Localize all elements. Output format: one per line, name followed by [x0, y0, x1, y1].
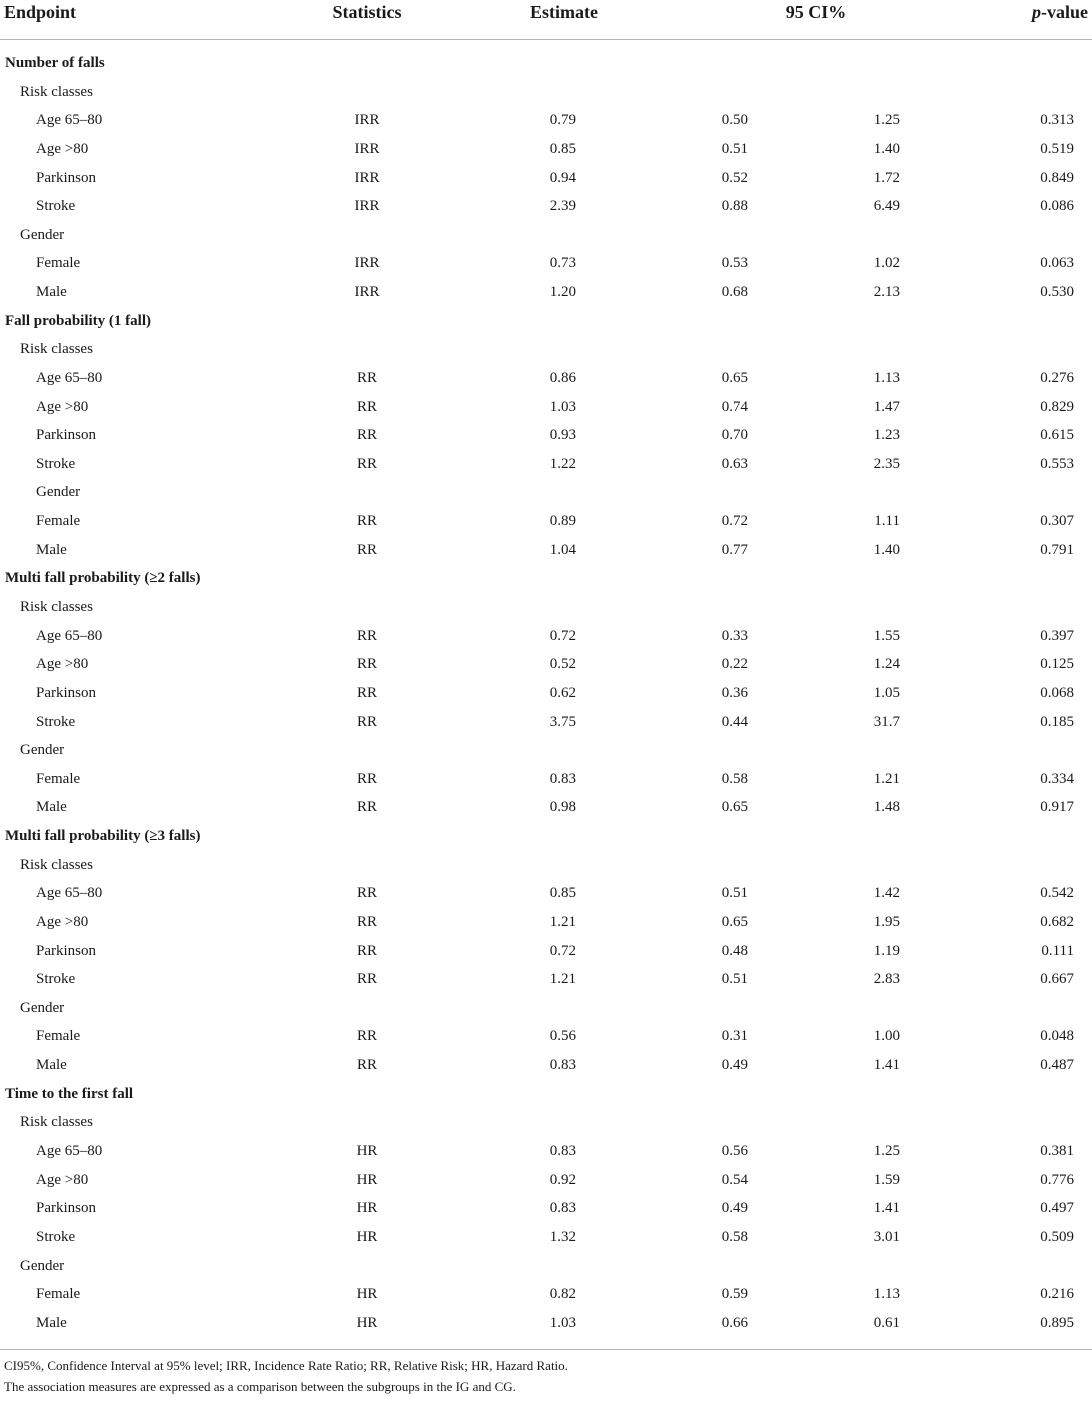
- cell-estimate: 0.83: [549, 1200, 576, 1217]
- cell-ci-lower: 0.65: [721, 913, 748, 930]
- cell-ci-upper: 1.48: [873, 799, 900, 816]
- cell-ci-upper: 0.61: [873, 1314, 900, 1331]
- cell-ci-upper: 2.13: [873, 284, 900, 300]
- cell-estimate: 0.94: [549, 169, 576, 186]
- cell-ci-lower: 0.49: [721, 1057, 748, 1073]
- cell-ci-upper: 1.13: [873, 1286, 900, 1303]
- row-label: Stroke: [36, 713, 76, 730]
- cell-statistics: RR: [356, 913, 378, 930]
- cell-ci-lower: 0.22: [721, 656, 748, 673]
- table-row: [0, 364, 1092, 392]
- cell-ci-lower: 0.54: [721, 1171, 748, 1188]
- cell-ci-lower: 0.33: [721, 627, 748, 644]
- cell-estimate: 1.03: [549, 1314, 576, 1331]
- cell-ci-lower: 0.65: [721, 369, 748, 386]
- cell-ci-lower: 0.51: [721, 140, 748, 157]
- cell-estimate: 0.82: [549, 1286, 576, 1303]
- cell-estimate: 1.21: [549, 913, 576, 930]
- cell-estimate: 0.79: [549, 112, 576, 129]
- cell-ci-lower: 0.48: [721, 942, 748, 959]
- table-row: [0, 421, 1092, 449]
- cell-ci-lower: 0.53: [721, 255, 748, 272]
- row-label: Female: [36, 770, 81, 787]
- cell-pvalue: 0.216: [1040, 1286, 1074, 1303]
- footnote-comparison: The association measures are expressed as a comparison between the subgroups in the IG and CG.: [4, 1379, 516, 1394]
- section-row: [0, 307, 1092, 335]
- cell-statistics: RR: [356, 942, 378, 959]
- cell-pvalue: 0.086: [1040, 198, 1074, 215]
- row-label: Stroke: [36, 1228, 76, 1245]
- cell-ci-lower: 0.52: [721, 169, 748, 186]
- cell-pvalue: 0.791: [1040, 541, 1074, 558]
- cell-statistics: RR: [356, 1028, 378, 1045]
- cell-ci-upper: 1.13: [873, 369, 900, 386]
- row-label: Male: [36, 541, 67, 558]
- cell-statistics: IRR: [354, 284, 380, 300]
- table-row: [0, 192, 1092, 220]
- cell-estimate: 0.52: [549, 656, 576, 673]
- cell-pvalue: 0.125: [1040, 656, 1074, 673]
- cell-pvalue: 0.307: [1040, 513, 1074, 530]
- cell-pvalue: 0.829: [1040, 398, 1074, 415]
- table-row: [0, 908, 1092, 936]
- cell-estimate: 0.83: [549, 770, 576, 787]
- cell-ci-upper: 1.95: [873, 913, 900, 930]
- row-label: Gender: [20, 999, 65, 1016]
- table-row: [0, 1166, 1092, 1194]
- table-row: [0, 164, 1092, 192]
- table-row: [0, 507, 1092, 535]
- table-row: [0, 765, 1092, 793]
- cell-ci-lower: 0.58: [721, 1228, 748, 1245]
- row-label: Male: [36, 284, 67, 300]
- header-pvalue-rest: -value: [1041, 2, 1088, 22]
- row-label: Risk classes: [20, 83, 93, 100]
- row-label: Male: [36, 1057, 67, 1073]
- table-row: [0, 106, 1092, 134]
- cell-estimate: 0.98: [549, 799, 576, 816]
- cell-pvalue: 0.068: [1040, 684, 1074, 701]
- cell-statistics: HR: [356, 1286, 378, 1303]
- cell-ci-upper: 2.35: [873, 455, 900, 472]
- cell-statistics: HR: [356, 1228, 378, 1245]
- row-label: Number of falls: [5, 55, 105, 71]
- row-label: Gender: [20, 742, 65, 759]
- section-row: [0, 49, 1092, 77]
- cell-ci-upper: 1.47: [873, 398, 900, 415]
- cell-estimate: 0.93: [549, 427, 576, 444]
- subgroup-row: [0, 221, 1092, 249]
- cell-ci-upper: 1.19: [873, 942, 900, 959]
- cell-statistics: IRR: [354, 198, 380, 215]
- cell-pvalue: 0.063: [1040, 255, 1074, 272]
- table-row: [0, 135, 1092, 163]
- cell-ci-lower: 0.49: [721, 1200, 748, 1217]
- cell-pvalue: 0.519: [1040, 140, 1074, 157]
- table-row: [0, 679, 1092, 707]
- table-row: [0, 393, 1092, 421]
- cell-pvalue: 0.276: [1040, 369, 1074, 386]
- cell-ci-upper: 31.7: [873, 713, 900, 730]
- cell-estimate: 1.20: [549, 284, 576, 300]
- cell-estimate: 0.85: [549, 140, 576, 157]
- cell-ci-upper: 1.40: [873, 541, 900, 558]
- row-label: Age >80: [36, 140, 89, 157]
- row-label: Parkinson: [36, 684, 96, 701]
- row-label: Stroke: [36, 198, 76, 215]
- header-rule: [0, 39, 1092, 40]
- cell-ci-upper: 1.05: [873, 684, 900, 701]
- header-estimate: Estimate: [530, 2, 598, 22]
- cell-estimate: 2.39: [549, 198, 576, 215]
- cell-ci-lower: 0.88: [721, 198, 748, 215]
- table-row: [0, 1280, 1092, 1308]
- subgroup-row: [0, 736, 1092, 764]
- row-label: Parkinson: [36, 942, 96, 959]
- cell-statistics: HR: [356, 1142, 378, 1159]
- cell-statistics: HR: [356, 1314, 378, 1331]
- cell-ci-lower: 0.56: [721, 1142, 748, 1159]
- cell-ci-upper: 1.59: [873, 1171, 900, 1188]
- cell-ci-upper: 3.01: [873, 1228, 900, 1245]
- section-row: [0, 564, 1092, 592]
- cell-estimate: 0.86: [549, 369, 576, 386]
- cell-ci-lower: 0.66: [721, 1314, 748, 1331]
- cell-pvalue: 0.615: [1040, 427, 1074, 444]
- row-label: Parkinson: [36, 427, 96, 444]
- header-ci: 95 CI%: [785, 2, 847, 22]
- cell-pvalue: 0.776: [1040, 1171, 1074, 1188]
- table-row: [0, 1051, 1092, 1079]
- cell-pvalue: 0.553: [1040, 455, 1074, 472]
- cell-ci-upper: 1.24: [873, 656, 900, 673]
- table-row: [0, 1309, 1092, 1337]
- table-row: [0, 708, 1092, 736]
- table-row: [0, 450, 1092, 478]
- cell-statistics: RR: [356, 684, 378, 701]
- cell-statistics: RR: [356, 513, 378, 530]
- footnote-abbreviations: CI95%, Confidence Interval at 95% level; IRR, Incidence Rate Ratio; RR, Relative Risk; HR, Hazard Ratio.: [4, 1358, 568, 1373]
- cell-estimate: 1.22: [549, 455, 576, 472]
- row-label: Gender: [20, 226, 65, 243]
- subgroup-row: [0, 78, 1092, 106]
- cell-ci-lower: 0.63: [721, 455, 748, 472]
- cell-statistics: RR: [356, 398, 378, 415]
- cell-pvalue: 0.048: [1040, 1028, 1074, 1045]
- table-row: [0, 478, 1092, 506]
- header-statistics: Statistics: [332, 2, 402, 22]
- cell-pvalue: 0.542: [1040, 885, 1074, 902]
- cell-statistics: RR: [356, 713, 378, 730]
- table-row: [0, 278, 1092, 306]
- cell-ci-upper: 2.83: [873, 971, 900, 988]
- cell-statistics: HR: [356, 1171, 378, 1188]
- cell-ci-upper: 1.25: [873, 112, 900, 129]
- row-label: Age 65–80: [36, 369, 103, 386]
- cell-pvalue: 0.487: [1040, 1057, 1074, 1073]
- subgroup-row: [0, 1252, 1092, 1280]
- row-label: Fall probability (1 fall): [5, 312, 151, 329]
- cell-ci-lower: 0.58: [721, 770, 748, 787]
- row-label: Stroke: [36, 455, 76, 472]
- row-label: Female: [36, 513, 81, 530]
- row-label: Age >80: [36, 913, 89, 930]
- row-label: Multi fall probability (≥3 falls): [5, 828, 201, 844]
- cell-statistics: RR: [356, 369, 378, 386]
- cell-statistics: IRR: [354, 169, 380, 186]
- cell-statistics: HR: [356, 1200, 378, 1217]
- table-row: [0, 937, 1092, 965]
- row-label: Risk classes: [20, 856, 93, 873]
- table-row: [0, 879, 1092, 907]
- cell-estimate: 0.62: [549, 684, 576, 701]
- cell-estimate: 0.83: [549, 1057, 576, 1073]
- cell-ci-lower: 0.44: [721, 713, 748, 730]
- row-label: Female: [36, 255, 81, 272]
- table-row: [0, 249, 1092, 277]
- bottom-rule: [0, 1349, 1092, 1350]
- row-label: Age 65–80: [36, 1142, 103, 1159]
- cell-statistics: RR: [356, 1057, 378, 1073]
- cell-statistics: IRR: [354, 140, 380, 157]
- row-label: Gender: [20, 1257, 65, 1274]
- cell-statistics: RR: [356, 799, 378, 816]
- cell-ci-upper: 1.11: [874, 513, 900, 530]
- row-label: Multi fall probability (≥2 falls): [5, 570, 201, 587]
- cell-pvalue: 0.111: [1041, 942, 1074, 959]
- cell-statistics: RR: [356, 455, 378, 472]
- cell-pvalue: 0.381: [1040, 1142, 1074, 1159]
- table-row: [0, 650, 1092, 678]
- row-label: Time to the first fall: [5, 1085, 134, 1102]
- cell-ci-lower: 0.77: [721, 541, 748, 558]
- cell-pvalue: 0.667: [1040, 971, 1074, 988]
- cell-ci-upper: 1.72: [873, 169, 900, 186]
- cell-pvalue: 0.313: [1040, 112, 1074, 129]
- cell-ci-upper: 1.41: [873, 1057, 900, 1073]
- cell-pvalue: 0.497: [1040, 1200, 1074, 1217]
- subgroup-row: [0, 1108, 1092, 1136]
- row-label: Age 65–80: [36, 627, 103, 644]
- cell-ci-lower: 0.51: [721, 885, 748, 902]
- cell-statistics: RR: [356, 770, 378, 787]
- table-row: [0, 1022, 1092, 1050]
- table-row: [0, 965, 1092, 993]
- cell-statistics: RR: [356, 627, 378, 644]
- cell-estimate: 0.85: [549, 885, 576, 902]
- cell-ci-upper: 1.41: [873, 1200, 900, 1217]
- table-row: [0, 1223, 1092, 1251]
- cell-statistics: RR: [356, 885, 378, 902]
- cell-pvalue: 0.917: [1040, 799, 1074, 816]
- cell-ci-lower: 0.65: [721, 799, 748, 816]
- cell-ci-lower: 0.51: [721, 971, 748, 988]
- cell-estimate: 0.92: [549, 1171, 576, 1188]
- cell-estimate: 0.83: [549, 1142, 576, 1159]
- cell-statistics: RR: [356, 427, 378, 444]
- header-pvalue: [1032, 0, 1088, 24]
- cell-statistics: IRR: [354, 255, 380, 272]
- section-row: [0, 822, 1092, 850]
- subgroup-row: [0, 851, 1092, 879]
- row-label: Stroke: [36, 971, 76, 988]
- cell-statistics: RR: [356, 541, 378, 558]
- row-label: Age >80: [36, 398, 89, 415]
- row-label: Risk classes: [20, 599, 93, 615]
- row-label: Risk classes: [20, 1114, 93, 1131]
- cell-estimate: 1.21: [549, 971, 576, 988]
- cell-ci-lower: 0.36: [721, 684, 748, 701]
- cell-ci-upper: 1.23: [873, 427, 900, 444]
- cell-statistics: RR: [356, 971, 378, 988]
- section-row: [0, 1080, 1092, 1108]
- cell-pvalue: 0.682: [1040, 913, 1074, 930]
- cell-estimate: 0.72: [549, 942, 576, 959]
- cell-ci-upper: 1.21: [873, 770, 900, 787]
- cell-ci-lower: 0.50: [721, 112, 748, 129]
- cell-ci-lower: 0.74: [721, 398, 748, 415]
- subgroup-row: [0, 593, 1092, 621]
- subgroup-row: [0, 335, 1092, 363]
- header-endpoint: Endpoint: [4, 2, 77, 22]
- row-label: Parkinson: [36, 169, 96, 186]
- cell-ci-lower: 0.70: [721, 427, 748, 444]
- cell-ci-upper: 1.02: [873, 255, 900, 272]
- cell-pvalue: 0.185: [1040, 713, 1074, 730]
- cell-ci-lower: 0.68: [721, 284, 748, 300]
- cell-pvalue: 0.895: [1040, 1314, 1074, 1331]
- cell-statistics: IRR: [354, 112, 380, 129]
- table-row: [0, 622, 1092, 650]
- table-row: [0, 1194, 1092, 1222]
- cell-statistics: RR: [356, 656, 378, 673]
- row-label: Female: [36, 1028, 81, 1045]
- cell-estimate: 3.75: [549, 713, 576, 730]
- cell-ci-lower: 0.72: [721, 513, 748, 530]
- row-label: Female: [36, 1286, 81, 1303]
- header-pvalue-italic: p: [1032, 2, 1041, 22]
- table-header: [0, 0, 1092, 40]
- cell-pvalue: 0.509: [1040, 1228, 1074, 1245]
- row-label: Age 65–80: [36, 112, 103, 129]
- cell-ci-lower: 0.59: [721, 1286, 748, 1303]
- row-label: Risk classes: [20, 341, 93, 358]
- cell-pvalue: 0.849: [1040, 169, 1074, 186]
- cell-estimate: 1.03: [549, 398, 576, 415]
- cell-pvalue: 0.334: [1040, 770, 1074, 787]
- table-row: [0, 793, 1092, 821]
- cell-ci-upper: 1.00: [873, 1028, 900, 1045]
- cell-ci-upper: 1.40: [873, 140, 900, 157]
- cell-estimate: 0.73: [549, 255, 576, 272]
- cell-ci-upper: 1.25: [873, 1142, 900, 1159]
- row-label: Male: [36, 799, 67, 816]
- cell-ci-lower: 0.31: [721, 1028, 748, 1045]
- cell-pvalue: 0.397: [1040, 627, 1074, 644]
- row-label: Age >80: [36, 1171, 89, 1188]
- row-label: Age 65–80: [36, 885, 103, 902]
- cell-ci-upper: 1.42: [873, 885, 900, 902]
- cell-estimate: 1.04: [549, 541, 576, 558]
- cell-ci-upper: 1.55: [873, 627, 900, 644]
- cell-estimate: 0.72: [549, 627, 576, 644]
- table-row: [0, 1137, 1092, 1165]
- row-label: Parkinson: [36, 1200, 96, 1217]
- subgroup-row: [0, 994, 1092, 1022]
- row-label: Male: [36, 1314, 67, 1331]
- row-label: Gender: [36, 484, 81, 501]
- table-row: [0, 536, 1092, 564]
- cell-estimate: 0.89: [549, 513, 576, 530]
- cell-ci-upper: 6.49: [873, 198, 900, 215]
- cell-estimate: 0.56: [549, 1028, 576, 1045]
- cell-pvalue: 0.530: [1040, 284, 1074, 300]
- row-label: Age >80: [36, 656, 89, 673]
- cell-estimate: 1.32: [549, 1228, 576, 1245]
